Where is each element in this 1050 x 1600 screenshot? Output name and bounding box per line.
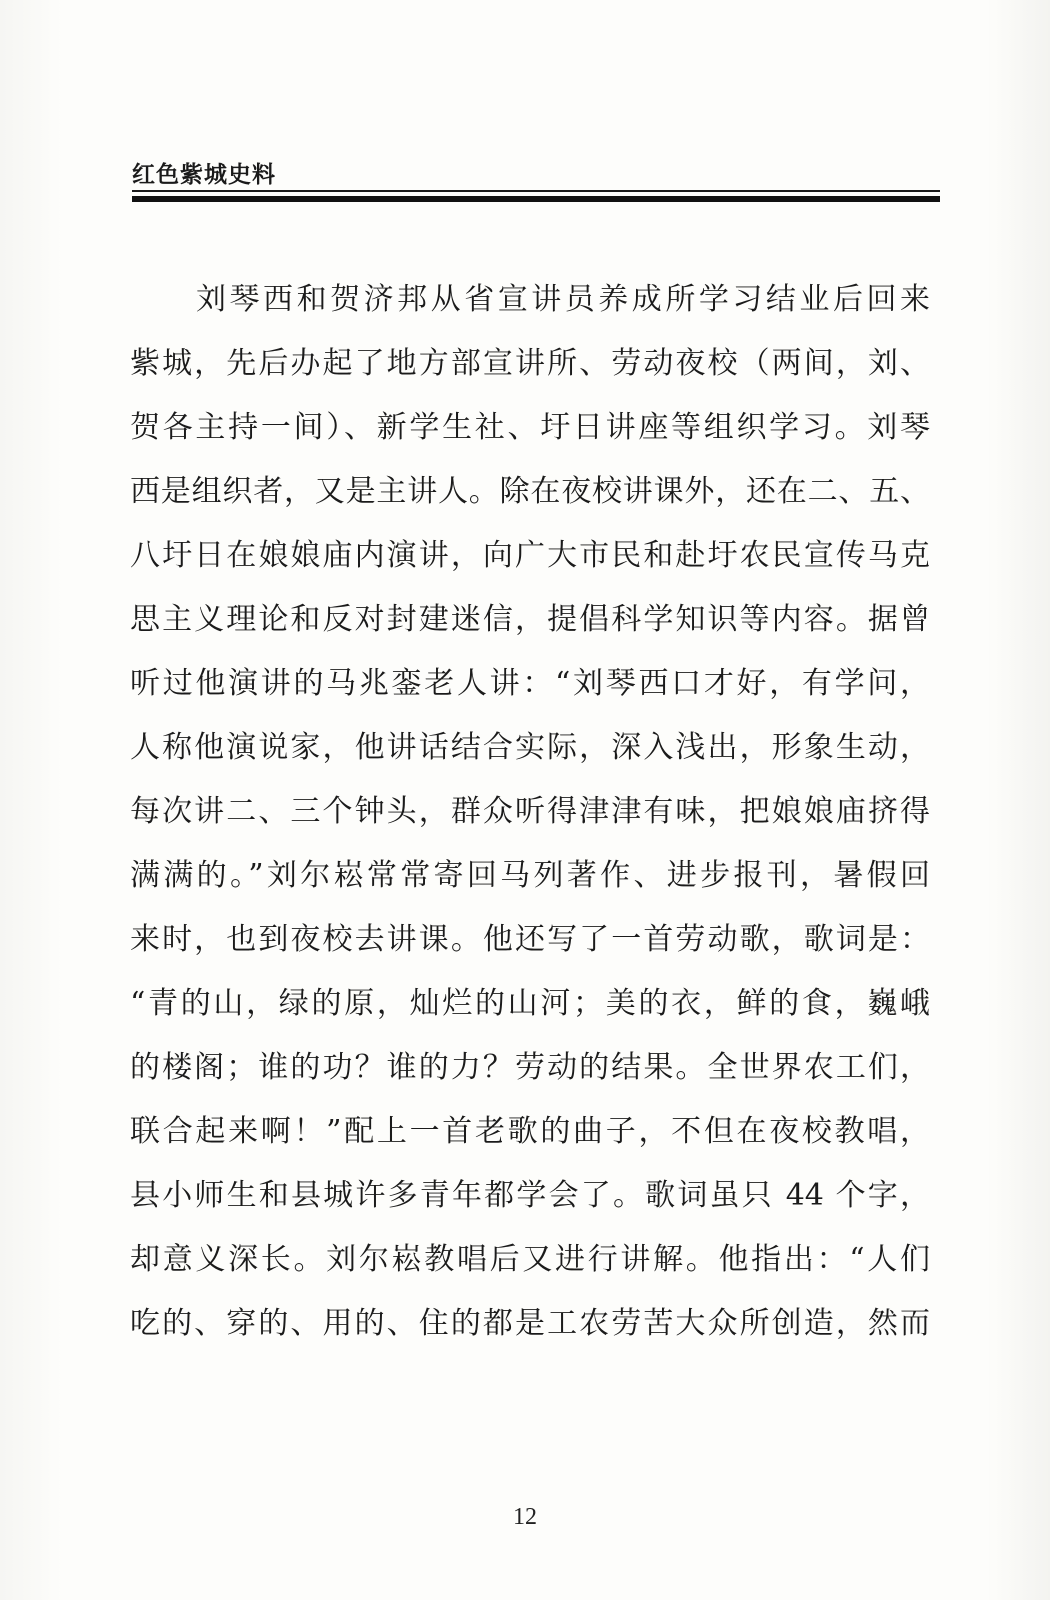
- page-number: 12: [513, 1504, 537, 1530]
- text-line: 贺各主持一间）、新学生社、圩日讲座等组织学习。刘琴: [130, 410, 930, 445]
- text-line: 吃的、穿的、用的、住的都是工农劳苦大众所创造，然而: [130, 1306, 930, 1341]
- text-line: 却意义深长。刘尔崧教唱后又进行讲解。他指出：“人们: [130, 1242, 930, 1277]
- text-line: 联合起来啊！”配上一首老歌的曲子，不但在夜校教唱，: [130, 1114, 930, 1149]
- text-line: “青的山，绿的原，灿烂的山河；美的衣，鲜的食，巍峨: [130, 986, 930, 1021]
- text-line: 的楼阁；谁的功？谁的力？劳动的结果。全世界农工们，: [130, 1050, 930, 1085]
- text-line: 八圩日在娘娘庙内演讲，向广大市民和赴圩农民宣传马克: [130, 538, 930, 573]
- running-header-title: 红色紫城史料: [132, 162, 276, 188]
- text-line: 人称他演说家，他讲话结合实际，深入浅出，形象生动，: [130, 730, 930, 765]
- text-line: 听过他演讲的马兆銮老人讲：“刘琴西口才好，有学问，: [130, 666, 930, 701]
- text-line: 满满的。”刘尔崧常常寄回马列著作、进步报刊，暑假回: [130, 858, 930, 893]
- text-line: 思主义理论和反对封建迷信，提倡科学知识等内容。据曾: [130, 602, 930, 637]
- text-line: 西是组织者，又是主讲人。除在夜校讲课外，还在二、五、: [130, 474, 930, 509]
- text-line: 每次讲二、三个钟头，群众听得津津有味，把娘娘庙挤得: [130, 794, 930, 829]
- body-text: [130, 268, 930, 1356]
- text-line: 来时，也到夜校去讲课。他还写了一首劳动歌，歌词是：: [130, 922, 930, 957]
- header-rule-thick: [132, 196, 940, 202]
- header-rule-thin: [132, 190, 940, 192]
- text-line: 县小师生和县城许多青年都学会了。歌词虽只 44 个字，: [130, 1178, 930, 1213]
- text-line: 紫城，先后办起了地方部宣讲所、劳动夜校（两间，刘、: [130, 346, 930, 381]
- text-line: 刘琴西和贺济邦从省宣讲员养成所学习结业后回来: [196, 282, 930, 317]
